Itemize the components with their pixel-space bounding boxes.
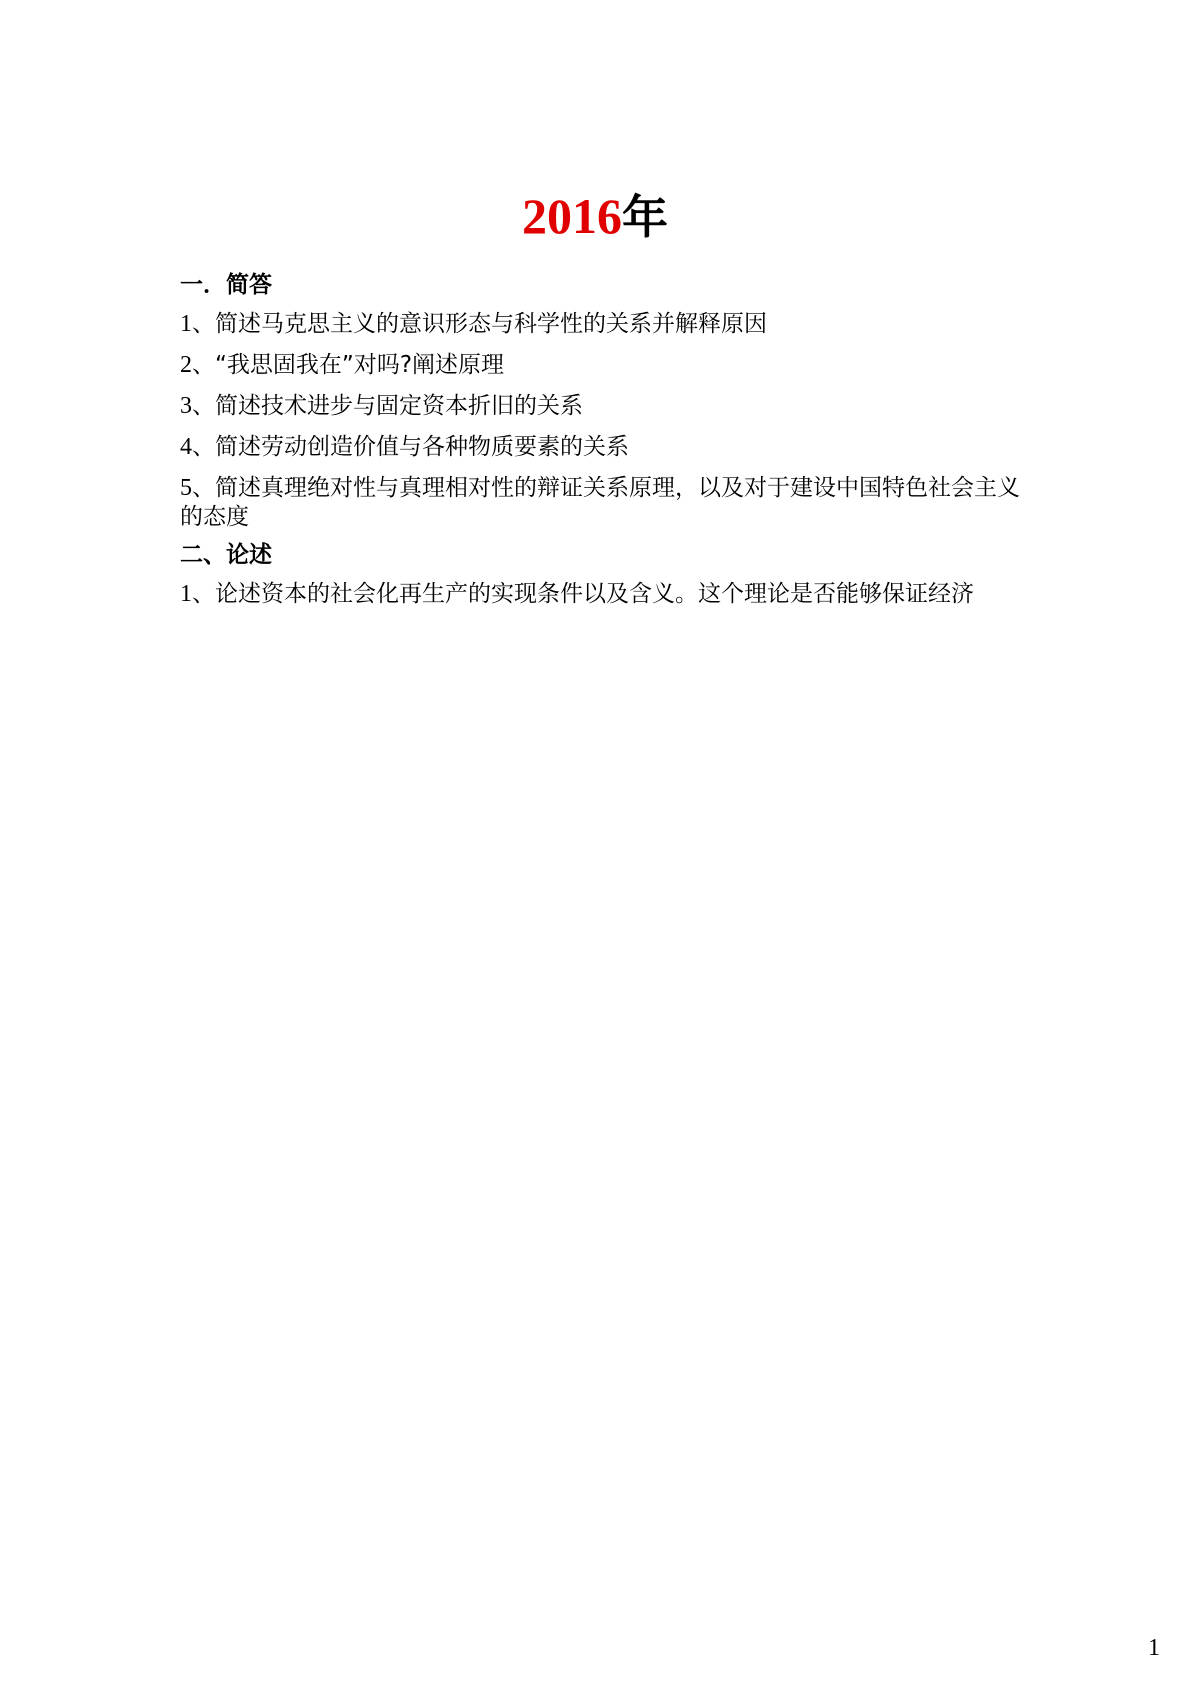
question-number: 1 [180,311,192,337]
question-text: 、简述技术进步与固定资本折旧的关系 [192,393,583,419]
question-text: 、简述真理绝对性与真理相对性的辩证关系原理，以及对于建设中国特色社会主义的态度 [180,475,1020,530]
exam-content [180,270,1020,609]
question-number: 5 [180,475,192,501]
question-text: 、简述劳动创造价值与各种物质要素的关系 [192,434,629,460]
question-item [180,392,1020,421]
title-year: 2016 [522,188,622,244]
question-number: 4 [180,434,192,460]
question-text: 、简述马克思主义的意识形态与科学性的关系并解释原因 [192,311,767,337]
question-text: 、论述资本的社会化再生产的实现条件以及含义。这个理论是否能够保证经济 [192,581,974,607]
question-item [180,474,1020,532]
question-number: 2 [180,352,192,378]
section-heading-short-answer: 一．简答 [180,272,272,298]
question-item [180,580,1020,609]
question-number: 3 [180,393,192,419]
question-number: 1 [180,581,192,607]
title-suffix: 年 [622,190,668,244]
question-item [180,433,1020,462]
question-item [180,351,1020,380]
section-heading-essay: 二、论述 [180,542,272,568]
page-number: 1 [1148,1635,1160,1661]
question-text: 、“我思固我在”对吗?阐述原理 [192,352,505,378]
question-item [180,310,1020,339]
page-title [0,188,1190,245]
